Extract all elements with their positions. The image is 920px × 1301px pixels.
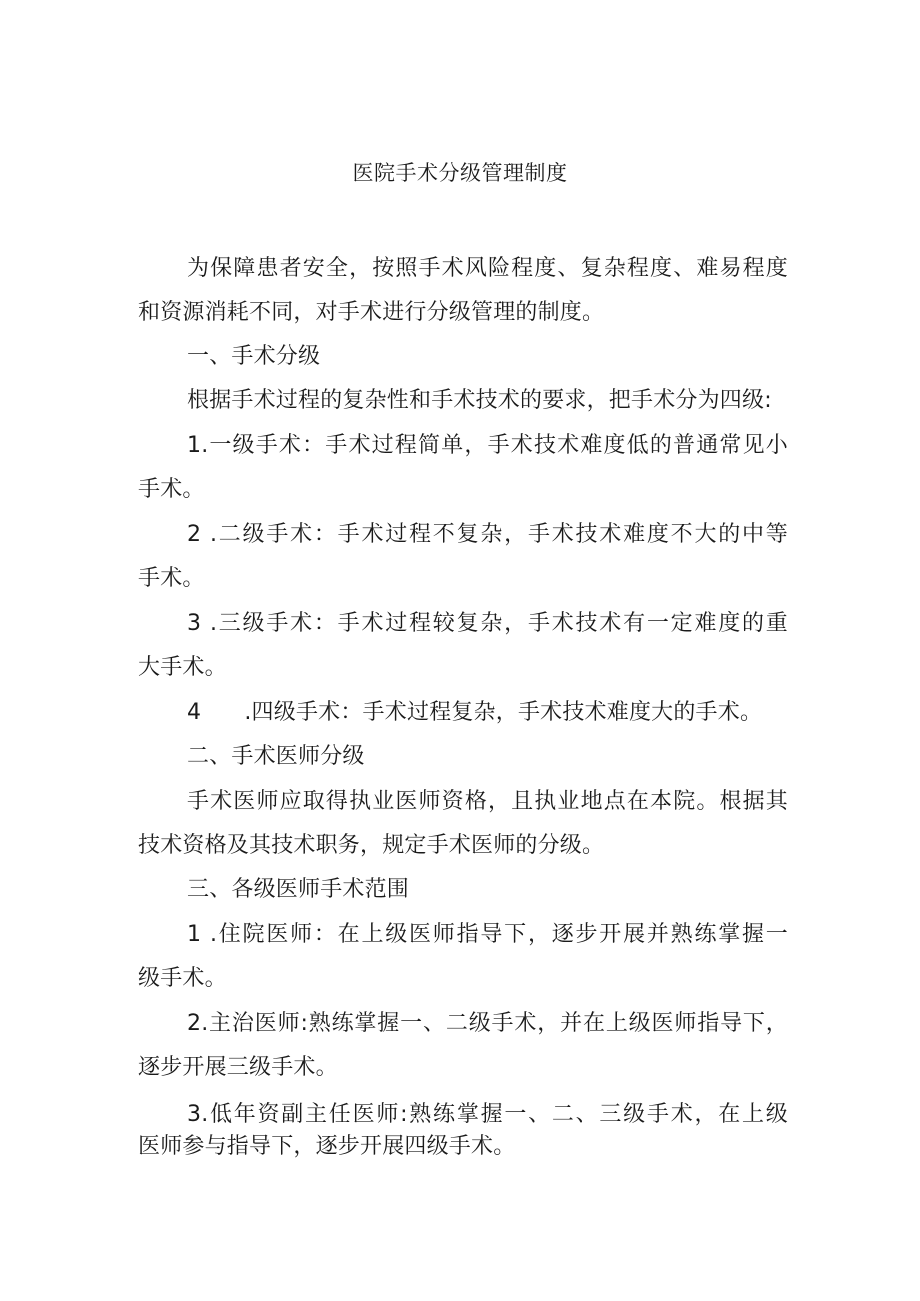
paragraph-line: 和资源消耗不同，对手术进行分级管理的制度。 (138, 300, 605, 325)
paragraph-line: 根据手术过程的复杂性和手术技术的要求，把手术分为四级: (187, 388, 772, 413)
paragraph-line: 为保障患者安全，按照手术风险程度、复杂程度、难易程度 (187, 256, 788, 281)
section-heading: 二、手术医师分级 (187, 744, 365, 769)
section-heading: 三、各级医师手术范围 (187, 877, 410, 902)
list-item-line: 3 .三级手术：手术过程较复杂，手术技术有一定难度的重 (187, 611, 788, 636)
list-item-line: 4 .四级手术：手术过程复杂，手术技术难度大的手术。 (187, 700, 763, 725)
list-item-line: 大手术。 (138, 655, 227, 680)
paragraph-line: 手术医师应取得执业医师资格，且执业地点在本院。根据其 (187, 789, 788, 814)
list-item-line: 手术。 (138, 477, 205, 502)
document-title: 医院手术分级管理制度 (352, 161, 568, 185)
list-item-line: 2 .二级手术：手术过程不复杂，手术技术难度不大的中等 (187, 522, 788, 547)
list-item-line: 2.主治医师:熟练掌握一、二级手术，并在上级医师指导下， (187, 1011, 788, 1036)
list-item-line: 医师参与指导下，逐步开展四级手术。 (138, 1134, 516, 1159)
list-item-line: 逐步开展三级手术。 (138, 1055, 338, 1080)
list-item-line: 3.低年资副主任医师:熟练掌握一、二、三级手术，在上级 (187, 1102, 788, 1127)
list-item-line: 1 .住院医师：在上级医师指导下，逐步开展并熟练掌握一 (187, 922, 788, 947)
list-item-line: 级手术。 (138, 966, 227, 991)
paragraph-line: 技术资格及其技术职务，规定手术医师的分级。 (138, 833, 605, 858)
section-heading: 一、手术分级 (187, 344, 321, 369)
list-item-line: 手术。 (138, 566, 205, 591)
list-item-line: 1.一级手术：手术过程简单，手术技术难度低的普通常见小 (187, 433, 788, 458)
